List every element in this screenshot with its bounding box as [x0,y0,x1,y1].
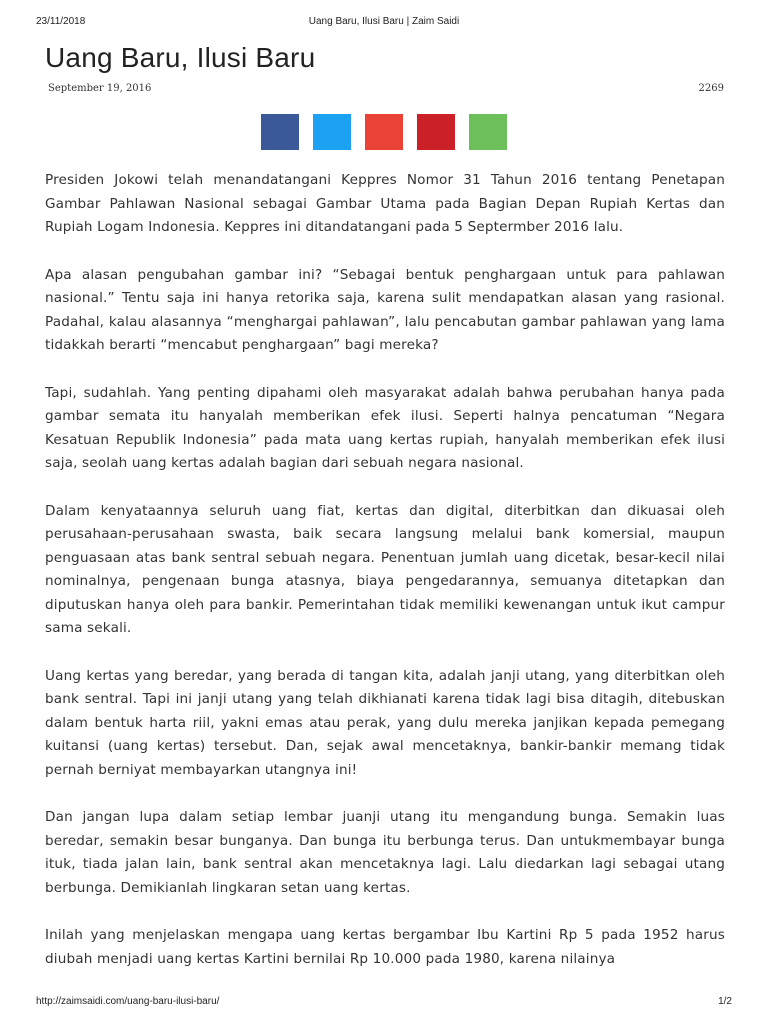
twitter-share-button[interactable] [313,114,351,150]
facebook-share-button[interactable] [261,114,299,150]
article-paragraph: Presiden Jokowi telah menandatangani Keppres Nomor 31 Tahun 2016 tentang Penetapan Gambar Pahlawan Nasional sebagai Gambar Utama pada Bagian Depan Rupiah Kertas dan Rupiah Logam Indonesia. Keppres ini ditandatangani pada 5 Septermber 2016 lalu. [45,172,725,235]
article-title: Uang Baru, Ilusi Baru [45,42,316,73]
view-count: 2269 [698,83,724,94]
print-date: 23/11/2018 [36,16,86,27]
print-page-title: Uang Baru, Ilusi Baru | Zaim Saidi [308,16,460,27]
print-header [0,16,768,30]
article-paragraph: Apa alasan pengubahan gambar ini? “Sebagai bentuk penghargaan untuk para pahlawan nasional.” Tentu saja ini hanya retorika saja, karena sulit mendapatkan alasan yang rasional. Padahal, kalau alasannya “menghargai pahlawan”, lalu pencabutan gambar pahlawan yang lama tidakkah berarti “mencabut penghargaan” bagi mereka? [45,266,725,353]
article-body [45,169,725,995]
google-plus-share-button[interactable] [365,114,403,150]
print-url: http://zaimsaidi.com/uang-baru-ilusi-baru/ [36,996,220,1007]
article-paragraph: Dan jangan lupa dalam setiap lembar juanji utang itu mengandung bunga. Semakin luas beredar, semakin besar bunganya. Dan bunga itu berbunga terus. Dan untukmembayar bunga ituk, tiada jalan lain, bank sentral akan mencetaknya lagi. Lalu diedarkan lagi sebagai utang berbunga. Demikianlah lingkaran setan uang kertas. [45,809,725,896]
post-date: September 19, 2016 [48,83,152,94]
more-share-button[interactable] [469,114,507,150]
print-footer [0,996,768,1010]
pinterest-share-button[interactable] [417,114,455,150]
article-paragraph: Tapi, sudahlah. Yang penting dipahami oleh masyarakat adalah bahwa perubahan hanya pada gambar semata itu hanyalah memberikan efek ilusi. Seperti halnya pencatuman “Negara Kesatuan Republik Indonesia” pada mata uang kertas rupiah, hanyalah memberikan efek ilusi saja, seolah uang kertas adalah bagian dari sebuah negara nasional. [45,384,725,471]
print-page-number: 1/2 [718,996,732,1007]
article-paragraph: Dalam kenyataannya seluruh uang fiat, kertas dan digital, diterbitkan dan dikuasai oleh perusahaan-perusahaan swasta, baik secara langsung melalui bank komersial, maupun penguasaan atas bank sentral sebuah negara. Penentuan jumlah uang dicetak, besar-kecil nilai nominalnya, pengenaan bunga atasnya, biaya pengedarannya, semuanya ditetapkan dan diputuskan hanya oleh para bankir. Pemerintahan tidak memiliki kewenangan untuk ikut campur sama sekali. [45,502,725,636]
article-paragraph: Inilah yang menjelaskan mengapa uang kertas bergambar Ibu Kartini Rp 5 pada 1952 harus diubah menjadi uang kertas Kartini bernilai Rp 10.000 pada 1980, karena nilainya [45,927,725,967]
article-paragraph: Uang kertas yang beredar, yang berada di tangan kita, adalah janji utang, yang diterbitkan oleh bank sentral. Tapi ini janji utang yang telah dikhianati karena tidak lagi bisa ditagih, ditebuskan dalam bentuk harta riil, yakni emas atau perak, yang dulu mereka janjikan kepada pemegang kuitansi (uang kertas) tersebut. Dan, sejak awal mencetaknya, bankir-bankir memang tidak pernah berniyat membayarkan utangnya ini! [45,667,725,778]
share-bar [261,114,507,150]
